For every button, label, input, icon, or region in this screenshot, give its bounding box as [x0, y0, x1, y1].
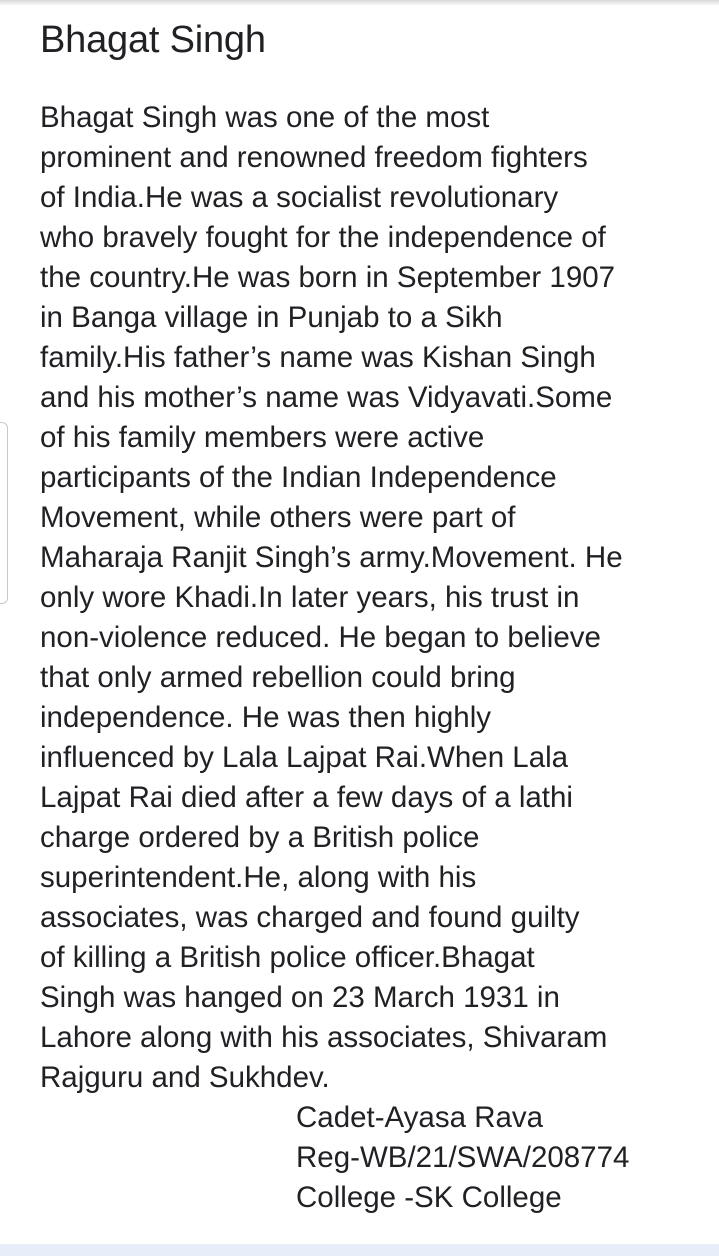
body-line: Movement, while others were part of [40, 501, 516, 534]
signature-college: College -SK College [296, 1181, 562, 1214]
body-line: of killing a British police officer.Bhagat [40, 941, 535, 974]
body-line: superintendent.He, along with his [40, 861, 477, 894]
body-line: Maharaja Ranjit Singh’s army.Movement. He [40, 541, 623, 574]
body-line: independence. He was then highly [40, 701, 492, 734]
body-line: of his family members were active [40, 421, 485, 454]
body-line: family.His father’s name was Kishan Singh [40, 341, 596, 374]
body-line: participants of the Indian Independence [40, 461, 557, 494]
body-line: in Banga village in Punjab to a Sikh [40, 301, 503, 334]
bottom-bar [0, 1244, 719, 1256]
page-title: Bhagat Singh [40, 19, 266, 61]
signature-name: Cadet-Ayasa Rava [296, 1101, 544, 1134]
body-line: that only armed rebellion could bring [40, 661, 516, 694]
body-line: prominent and renowned freedom fighters [40, 141, 588, 174]
top-edge-shadow [0, 0, 719, 6]
body-line: Rajguru and Sukhdev. [40, 1061, 330, 1094]
body-line: only wore Khadi.In later years, his trust in [40, 581, 580, 614]
body-line: influenced by Lala Lajpat Rai.When Lala [40, 741, 569, 774]
body-line: the country.He was born in September 1907 [40, 261, 616, 294]
body-line: who bravely fought for the independence of [40, 221, 606, 254]
body-line: Bhagat Singh was one of the most [40, 101, 490, 134]
signature-block [296, 1098, 629, 1218]
body-line: Lahore along with his associates, Shivaram [40, 1021, 608, 1054]
body-line: associates, was charged and found guilty [40, 901, 580, 934]
edge-panel-handle[interactable] [0, 422, 8, 604]
body-line: Singh was hanged on 23 March 1931 in [40, 981, 560, 1014]
body-line: non-violence reduced. He began to believe [40, 621, 601, 654]
body-line: and his mother’s name was Vidyavati.Some [40, 381, 613, 414]
body-line: of India.He was a socialist revolutionary [40, 181, 559, 214]
body-line: charge ordered by a British police [40, 821, 480, 854]
body-line: Lajpat Rai died after a few days of a lathi [40, 781, 573, 814]
signature-registration: Reg-WB/21/SWA/208774 [296, 1141, 630, 1174]
body-paragraph [40, 98, 690, 1098]
